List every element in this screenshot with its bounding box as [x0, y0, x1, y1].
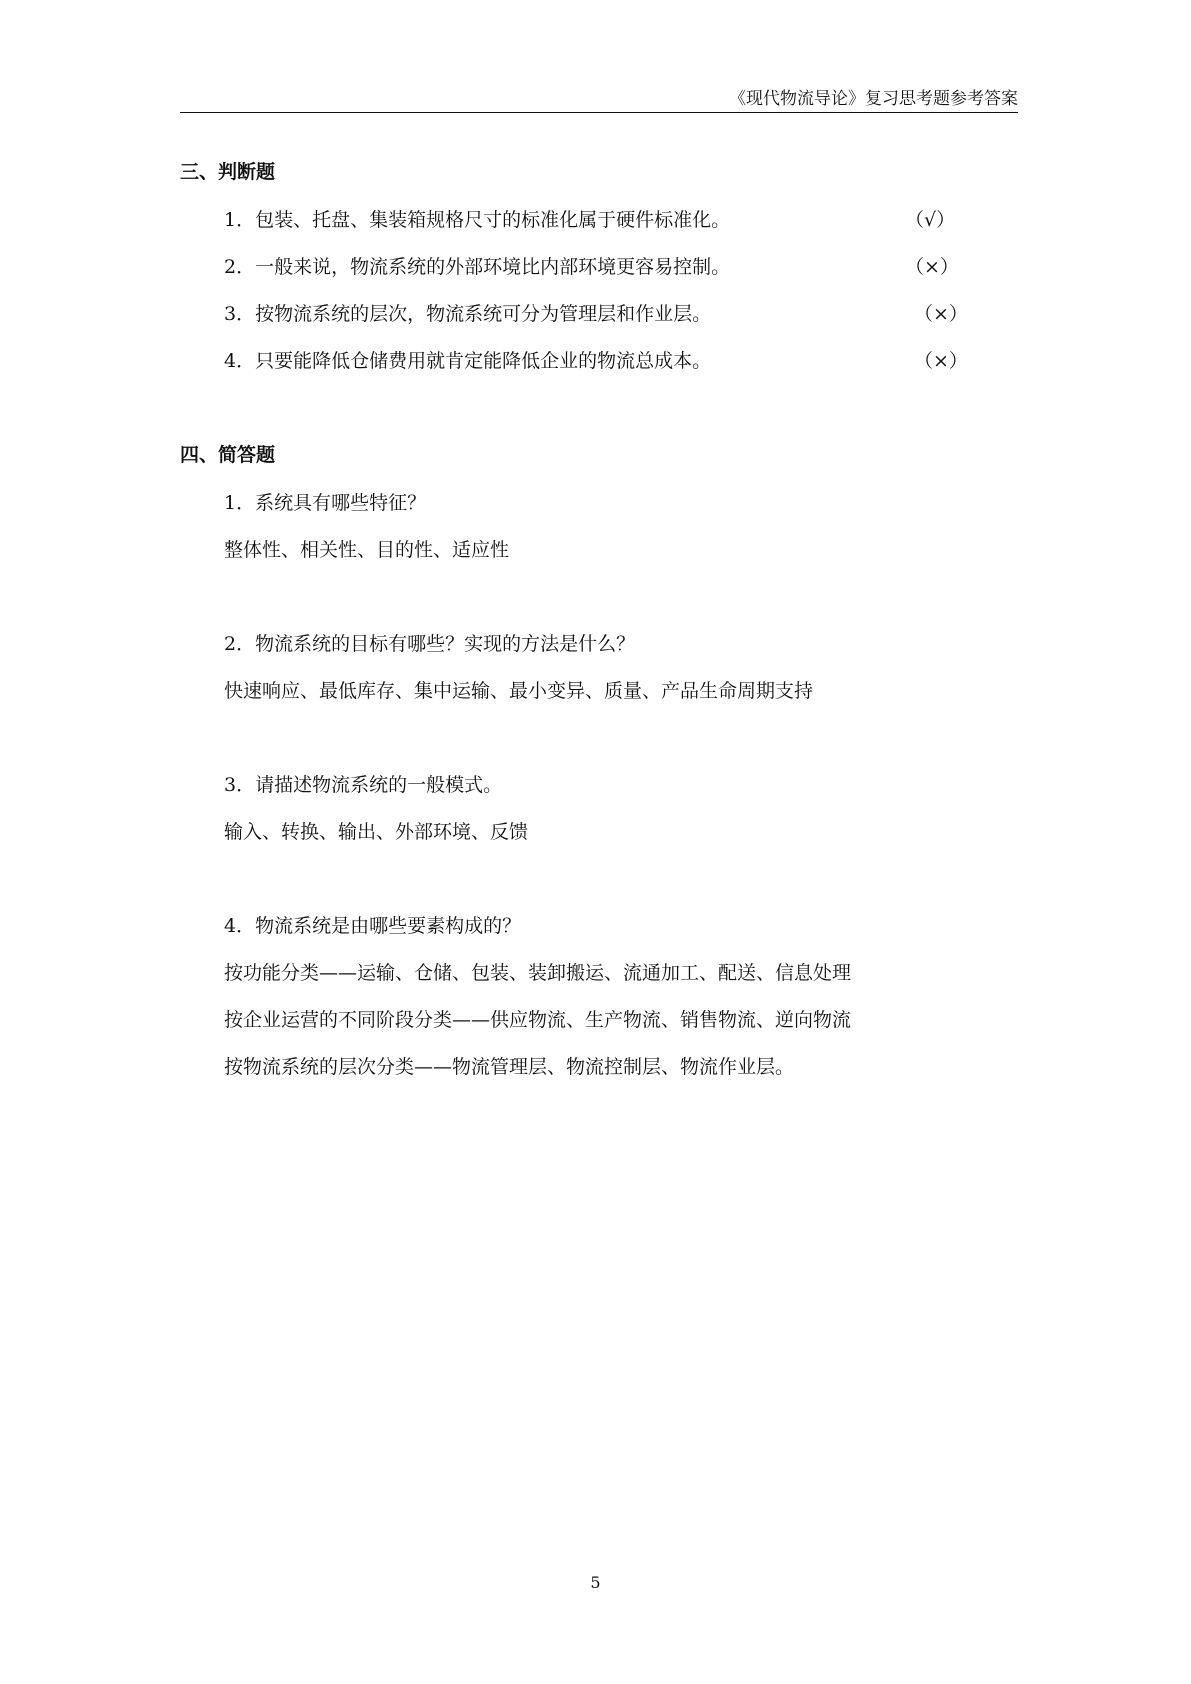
page-number: 5 — [590, 1573, 601, 1592]
short-answer-4-line-3: 按物流系统的层次分类——物流管理层、物流控制层、物流作业层。 — [224, 1056, 795, 1078]
short-question-2: 2．物流系统的目标有哪些？实现的方法是什么？ — [224, 633, 636, 655]
short-answer-2: 快速响应、最低库存、集中运输、最小变异、质量、产品生命周期支持 — [224, 680, 814, 702]
short-answer-3: 输入、转换、输出、外部环境、反馈 — [224, 821, 529, 843]
page-header: 《现代物流导论》复习思考题参考答案 — [180, 84, 1018, 113]
judgment-question-2: 2．一般来说，物流系统的外部环境比内部环境更容易控制。 — [224, 256, 731, 278]
section-title-true-false: 三、判断题 — [180, 161, 276, 183]
short-question-4: 4．物流系统是由哪些要素构成的？ — [224, 915, 522, 937]
judgment-answer-2: （×） — [905, 256, 959, 278]
judgment-question-3: 3．按物流系统的层次，物流系统可分为管理层和作业层。 — [224, 303, 712, 325]
short-question-3: 3．请描述物流系统的一般模式。 — [224, 774, 503, 796]
short-answer-4-line-1: 按功能分类——运输、仓储、包装、装卸搬运、流通加工、配送、信息处理 — [224, 962, 852, 984]
judgment-answer-3: （×） — [914, 303, 968, 325]
judgment-answer-4: （×） — [914, 350, 968, 372]
short-question-1: 1．系统具有哪些特征？ — [224, 492, 427, 514]
judgment-question-4: 4．只要能降低仓储费用就肯定能降低企业的物流总成本。 — [224, 350, 712, 372]
judgment-answer-1: （√） — [905, 209, 956, 231]
section-title-short-answer: 四、简答题 — [180, 444, 276, 466]
short-answer-1: 整体性、相关性、目的性、适应性 — [224, 539, 510, 561]
judgment-question-1: 1．包装、托盘、集装箱规格尺寸的标准化属于硬件标准化。 — [224, 209, 731, 231]
short-answer-4-line-2: 按企业运营的不同阶段分类——供应物流、生产物流、销售物流、逆向物流 — [224, 1009, 852, 1031]
